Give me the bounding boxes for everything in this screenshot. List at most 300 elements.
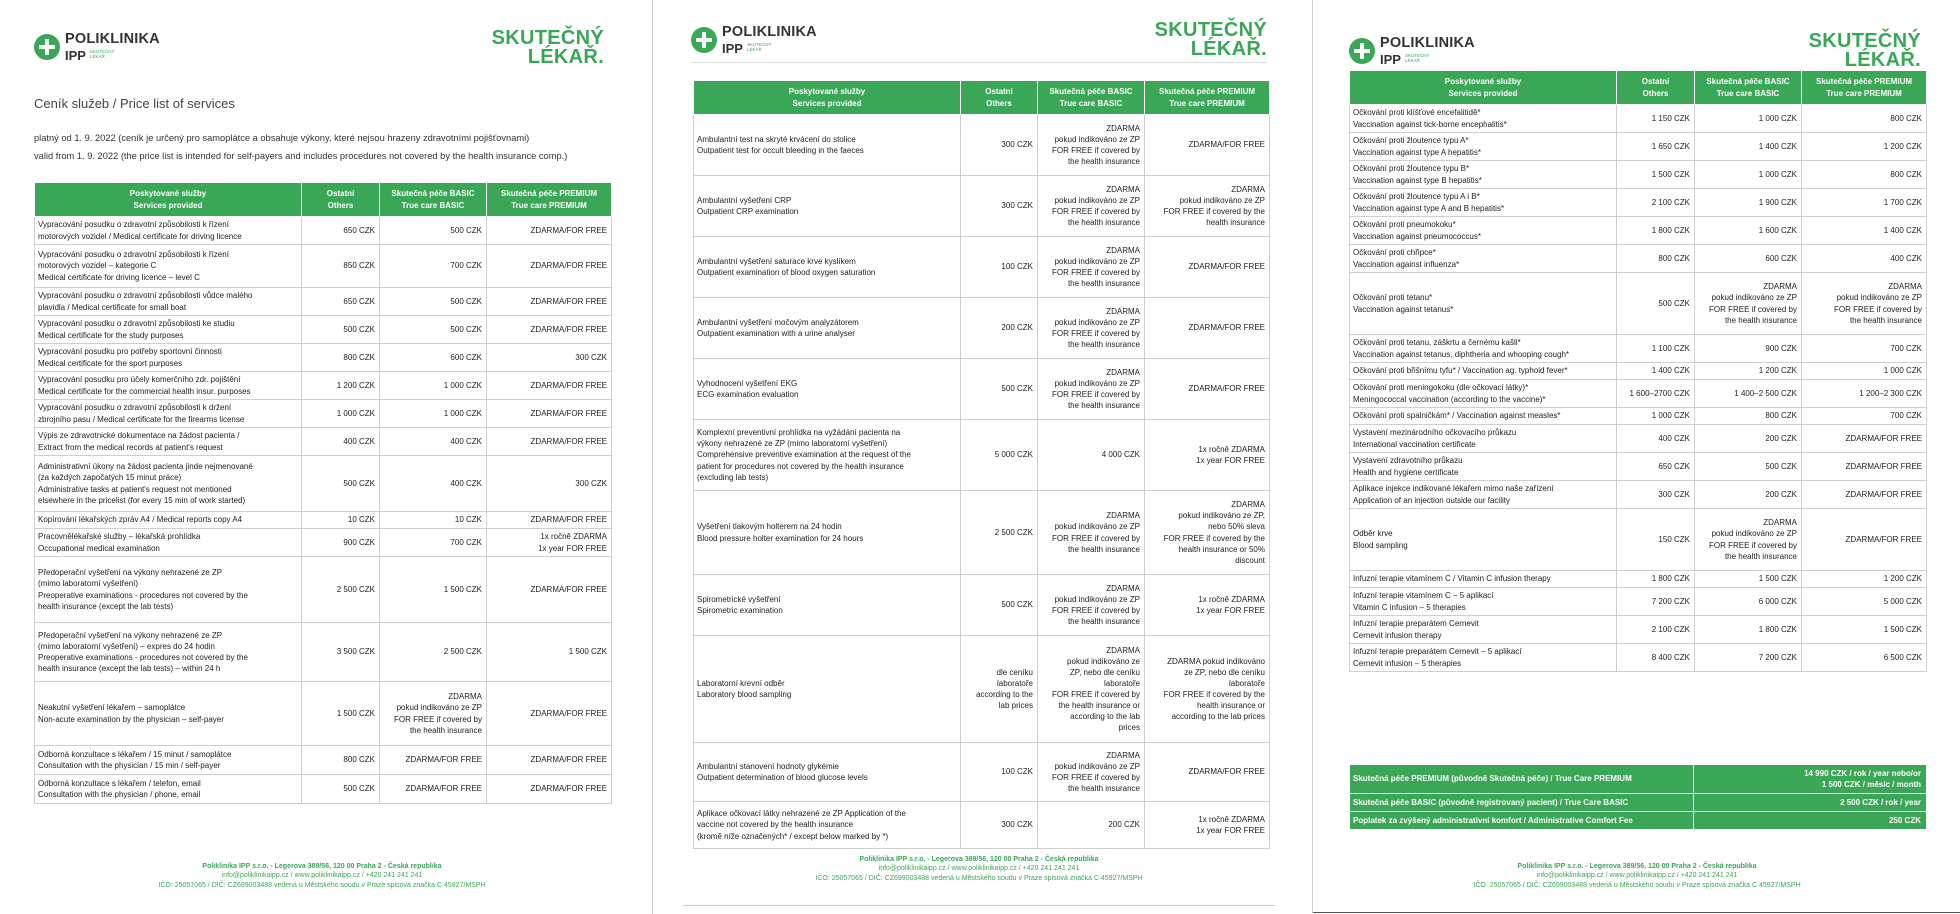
- price-premium-line: ze ZP, nebo dle ceníku: [1184, 667, 1265, 677]
- table-row: [35, 217, 612, 245]
- price-premium-line: 6 500 CZK: [1883, 652, 1922, 662]
- price-list-page-1: [0, 0, 644, 914]
- price-premium-cell: [1802, 644, 1927, 672]
- price-others-line: 650 CZK: [343, 225, 375, 235]
- price-others-line: 400 CZK: [343, 436, 375, 446]
- price-premium-line: discount: [1235, 555, 1265, 565]
- price-premium-line: ZDARMA/FOR FREE: [1845, 461, 1922, 471]
- service-line: Očkování proti břišnímu tyfu* / Vaccination ag. typhoid fever*: [1353, 366, 1568, 376]
- service-cell: [694, 802, 961, 849]
- service-cell: [694, 237, 961, 298]
- service-line: Předoperační vyšetření na výkony nehrazené ze ZP: [38, 630, 223, 640]
- price-premium-cell: [1802, 161, 1927, 189]
- service-line: Laboratorní krevní odběr: [697, 678, 785, 688]
- price-premium-line: 700 CZK: [1890, 411, 1922, 421]
- price-basic-cell: [380, 682, 487, 746]
- price-premium-cell: [1802, 335, 1927, 363]
- service-line: Aplikace očkovací látky nehrazené ze ZP Application of the: [697, 809, 906, 819]
- price-basic-line: 500 CZK: [1765, 461, 1797, 471]
- service-cell: [1350, 481, 1617, 509]
- price-basic-line: FOR FREE if covered by: [1051, 690, 1140, 699]
- service-cell: [1350, 335, 1617, 363]
- price-premium-line: ZDARMA: [1231, 184, 1265, 194]
- logo-tagline: SKUTEČNÝ LÉKAŘ: [89, 49, 115, 59]
- price-premium-cell: [1802, 105, 1927, 133]
- price-premium-line: 700 CZK: [1890, 343, 1922, 353]
- footer-registration: IČO: 25057065 / DIČ: CZ699003488 vedená u Městského soudu v Praze spisová značka C 45927/MSPH: [158, 881, 486, 889]
- price-others-cell: [302, 400, 380, 428]
- price-premium-cell: [1802, 245, 1927, 273]
- logo-sub: IPP: [1380, 51, 1401, 67]
- membership-price-line: 2 500 CZK / rok / year: [1840, 797, 1921, 807]
- service-line: Laboratory blood sampling: [697, 690, 792, 699]
- brand-line2: LÉKAŘ.: [1190, 38, 1267, 60]
- price-others-cell: [961, 636, 1038, 743]
- price-premium-cell: [1802, 588, 1927, 616]
- price-basic-line: the health insurance: [1067, 544, 1140, 554]
- price-others-cell: [302, 372, 380, 400]
- price-basic-cell: [1695, 245, 1802, 273]
- price-others-cell: [302, 456, 380, 512]
- price-others-line: laboratoře: [996, 678, 1033, 688]
- price-premium-line: pokud indikováno ze ZP,: [1178, 511, 1265, 521]
- price-premium-line: ZDARMA/FOR FREE: [530, 515, 607, 525]
- service-cell: [35, 623, 302, 682]
- price-basic-line: FOR FREE if covered by: [1051, 773, 1140, 782]
- price-others-cell: [961, 420, 1038, 491]
- price-basic-cell: [380, 372, 487, 400]
- service-cell: [1350, 588, 1617, 616]
- col-basic: Skutečná péče BASIC True care BASIC: [1038, 81, 1145, 115]
- price-basic-cell: [380, 456, 487, 512]
- table-row: [1350, 481, 1927, 509]
- price-others-line: 500 CZK: [343, 324, 375, 334]
- price-basic-line: 600 CZK: [1765, 253, 1797, 263]
- service-cell: [694, 359, 961, 420]
- membership-price: [1694, 765, 1927, 794]
- price-basic-line: laboratoře: [1103, 678, 1140, 688]
- price-basic-cell: [1695, 335, 1802, 363]
- table-row: [1350, 588, 1927, 616]
- price-others-cell: [1617, 616, 1695, 644]
- service-line: Consultation with the physician / 15 min / self-payer: [38, 761, 221, 770]
- service-line: Preoperative examinations - procedures not covered by the: [38, 653, 248, 662]
- price-basic-line: 10 CZK: [454, 515, 482, 525]
- price-basic-line: ZDARMA: [1106, 511, 1140, 521]
- price-premium-cell: [1802, 571, 1927, 588]
- table-row: [1350, 363, 1927, 380]
- service-line: Extract from the medical records at patient's request: [38, 442, 223, 452]
- price-others-line: 100 CZK: [1001, 262, 1033, 272]
- price-others-line: 850 CZK: [343, 261, 375, 271]
- table-row: [1350, 616, 1927, 644]
- service-cell: [35, 245, 302, 288]
- price-basic-line: pokud indikováno ze ZP: [1054, 256, 1140, 266]
- price-basic-line: 1 000 CZK: [1758, 169, 1797, 179]
- service-line: Medical certificate for the sport purposes: [38, 358, 183, 368]
- price-basic-line: the health insurance: [1067, 157, 1140, 167]
- price-basic-cell: [1038, 359, 1145, 420]
- logo-tagline: SKUTEČNÝ LÉKAŘ: [746, 42, 772, 52]
- price-premium-line: 1x year FOR FREE: [1196, 456, 1265, 465]
- price-basic-cell: [1695, 161, 1802, 189]
- price-basic-cell: [380, 775, 487, 804]
- price-others-cell: [961, 802, 1038, 849]
- price-premium-cell: [1145, 636, 1270, 743]
- service-line: Vypracování posudku pro potřeby sportovní činnosti: [38, 347, 222, 357]
- price-basic-line: 1 900 CZK: [1758, 197, 1797, 207]
- service-line: Occupational medical examination: [38, 543, 160, 553]
- price-premium-line: FOR FREE if covered by: [1833, 304, 1922, 314]
- price-basic-line: the health insurance: [1067, 279, 1140, 289]
- col-others: Ostatní Others: [961, 81, 1038, 115]
- page-footer: [0, 862, 644, 890]
- service-line: Cernevit infusion – 5 therapies: [1353, 658, 1462, 668]
- table-row: [35, 529, 612, 557]
- price-others-line: 1 150 CZK: [1651, 113, 1690, 123]
- price-others-line: 1 200 CZK: [336, 380, 375, 390]
- poliklinika-logo: [34, 32, 160, 62]
- service-line: Outpatient examination with a urine analyser: [697, 329, 855, 338]
- service-line: Vyšetření tlakovým holterem na 24 hodin: [697, 522, 842, 532]
- col-basic: Skutečná péče BASIC True care BASIC: [380, 183, 487, 217]
- price-premium-line: FOR FREE if covered by the: [1163, 690, 1265, 699]
- price-basic-line: FOR FREE if covered by: [1708, 304, 1797, 314]
- price-premium-cell: [487, 400, 612, 428]
- price-basic-line: ZDARMA: [1106, 750, 1140, 760]
- price-premium-line: health insurance: [1206, 218, 1265, 228]
- price-others-line: 650 CZK: [1658, 461, 1690, 471]
- brand-line2: LÉKAŘ.: [1844, 49, 1921, 71]
- price-basic-cell: [1695, 571, 1802, 588]
- price-premium-cell: [1802, 425, 1927, 453]
- price-premium-line: 800 CZK: [1890, 113, 1922, 123]
- table-row: [1350, 105, 1927, 133]
- price-basic-cell: [1695, 644, 1802, 672]
- service-line: Comprehensive preventive examination at the request of the: [697, 450, 911, 460]
- price-list-page-3: [1312, 0, 1960, 914]
- service-cell: [694, 636, 961, 743]
- price-premium-cell: [1802, 481, 1927, 509]
- price-premium-line: 300 CZK: [575, 478, 607, 488]
- price-others-line: 1 800 CZK: [1651, 225, 1690, 235]
- price-premium-line: ZDARMA/FOR FREE: [1188, 140, 1265, 150]
- price-basic-cell: [380, 428, 487, 456]
- price-basic-line: the health insurance: [409, 725, 482, 735]
- service-line: Aplikace injekce indikované lékařem mimo naše zařízení: [1353, 484, 1554, 494]
- service-line: Outpatient CRP examination: [697, 207, 799, 216]
- price-others-line: 300 CZK: [1001, 820, 1033, 830]
- price-premium-line: ZDARMA/FOR FREE: [530, 708, 607, 718]
- brand-line1: SKUTEČNÝ: [491, 27, 604, 49]
- service-line: Vitamin C infusion – 5 therapies: [1353, 602, 1466, 612]
- price-others-cell: [1617, 481, 1695, 509]
- price-premium-line: ZDARMA/FOR FREE: [530, 584, 607, 594]
- price-premium-line: 1x ročně ZDARMA: [1198, 594, 1265, 604]
- price-others-line: 200 CZK: [1001, 323, 1033, 333]
- service-cell: [1350, 425, 1617, 453]
- price-basic-line: pokud indikováno ze ZP: [1054, 378, 1140, 388]
- price-premium-cell: [487, 344, 612, 372]
- price-others-line: according to the: [976, 690, 1033, 699]
- membership-price-line: 250 CZK: [1888, 815, 1921, 825]
- service-line: Očkování proti žloutence typu A i B*: [1353, 192, 1480, 202]
- table-row: [694, 115, 1270, 176]
- service-line: Vaccination against influenza*: [1353, 259, 1460, 269]
- logo-name: POLIKLINIKA: [1380, 35, 1475, 51]
- price-basic-line: pokud indikováno ze ZP: [1054, 761, 1140, 771]
- price-premium-line: 1x year FOR FREE: [1196, 826, 1265, 835]
- price-basic-line: 1 000 CZK: [443, 408, 482, 418]
- service-line: Infuzní terapie vitamínem C – 5 aplikací: [1353, 591, 1494, 601]
- service-cell: [1350, 105, 1617, 133]
- price-basic-line: the health insurance: [1067, 401, 1140, 411]
- service-cell: [1350, 273, 1617, 335]
- price-basic-cell: [1695, 363, 1802, 380]
- price-basic-line: FOR FREE if covered by: [1051, 533, 1140, 543]
- price-others-cell: [302, 428, 380, 456]
- membership-row: [1350, 765, 1927, 794]
- service-cell: [35, 344, 302, 372]
- price-basic-cell: [1695, 588, 1802, 616]
- price-others-cell: [302, 557, 380, 623]
- col-basic: Skutečná péče BASIC True care BASIC: [1695, 71, 1802, 105]
- price-others-line: 500 CZK: [1001, 384, 1033, 394]
- price-others-line: 1 100 CZK: [1651, 343, 1690, 353]
- service-line: Spirometric examination: [697, 606, 783, 615]
- service-line: Komplexní preventivní prohlídka na vyžádání pacienta na: [697, 428, 901, 438]
- service-line: Očkování proti tetanu*: [1353, 293, 1433, 303]
- price-others-line: 100 CZK: [1001, 767, 1033, 777]
- price-basic-line: pokud indikováno ze ZP: [1054, 195, 1140, 205]
- price-basic-line: 1 500 CZK: [1758, 574, 1797, 584]
- price-premium-line: FOR FREE if covered by the: [1163, 533, 1265, 543]
- service-line: elsewhere in the pricelist (for every 15 min of work started): [38, 495, 246, 505]
- price-basic-line: pokud indikováno ze ZP: [396, 703, 482, 713]
- price-basic-line: 700 CZK: [450, 537, 482, 547]
- service-line: Medical certificate for driving licence – level C: [38, 272, 200, 282]
- service-line: Non-acute examination by the physician – self-payer: [38, 714, 224, 724]
- price-premium-cell: [1802, 273, 1927, 335]
- price-others-line: 800 CZK: [343, 755, 375, 765]
- price-premium-line: 5 000 CZK: [1883, 596, 1922, 606]
- price-basic-line: the health insurance: [1067, 784, 1140, 794]
- logo-tagline: SKUTEČNÝ LÉKAŘ: [1404, 53, 1430, 63]
- price-others-line: 1 650 CZK: [1651, 141, 1690, 151]
- table-row: [1350, 509, 1927, 571]
- price-basic-cell: [380, 316, 487, 344]
- price-premium-cell: [487, 512, 612, 529]
- price-premium-line: ZDARMA/FOR FREE: [1188, 262, 1265, 272]
- price-premium-cell: [487, 245, 612, 288]
- price-basic-cell: [1695, 509, 1802, 571]
- table-row: [694, 298, 1270, 359]
- price-basic-line: 1 500 CZK: [443, 584, 482, 594]
- table-row: [35, 288, 612, 316]
- table-row: [1350, 335, 1927, 363]
- price-others-cell: [1617, 245, 1695, 273]
- price-basic-cell: [380, 288, 487, 316]
- logo-name: POLIKLINIKA: [65, 31, 160, 47]
- price-others-cell: [302, 217, 380, 245]
- page-edge: [1313, 912, 1960, 913]
- service-line: Vypracování posudku o zdravotní způsobilosti k držení: [38, 403, 232, 413]
- price-others-cell: [961, 176, 1038, 237]
- price-premium-cell: [1802, 509, 1927, 571]
- price-others-cell: [1617, 189, 1695, 217]
- price-basic-cell: [1038, 743, 1145, 802]
- price-basic-line: the health insurance: [1067, 340, 1140, 350]
- price-basic-line: FOR FREE if covered by: [1051, 390, 1140, 399]
- price-basic-line: 1 400 CZK: [1758, 141, 1797, 151]
- footer-registration: IČO: 25057065 / DIČ: CZ699003488 vedená u Městského soudu v Praze spisová značka C 45927/MSPH: [815, 874, 1143, 882]
- price-others-line: 800 CZK: [1658, 253, 1690, 263]
- service-cell: [694, 743, 961, 802]
- footer-address: Poliklinika IPP s.r.o. - Legerova 389/56, 120 00 Praha 2 - Česká republika: [1517, 863, 1757, 870]
- price-basic-line: FOR FREE if covered by: [1051, 268, 1140, 277]
- price-others-line: 1 500 CZK: [1651, 169, 1690, 179]
- price-basic-cell: [380, 217, 487, 245]
- service-line: Očkování proti tetanu, záškrtu a černému kašli*: [1353, 338, 1521, 348]
- service-line: Kopírování lékařských zpráv A4 / Medical reports copy A4: [38, 515, 243, 525]
- price-basic-cell: [380, 344, 487, 372]
- price-premium-line: 1 500 CZK: [568, 647, 607, 657]
- price-others-cell: [1617, 588, 1695, 616]
- price-others-cell: [302, 529, 380, 557]
- price-basic-line: 200 CZK: [1765, 489, 1797, 499]
- price-others-cell: [1617, 363, 1695, 380]
- price-basic-line: ZDARMA/FOR FREE: [405, 784, 482, 794]
- col-services: Poskytované služby Services provided: [694, 81, 961, 115]
- price-basic-line: ZDARMA: [1106, 184, 1140, 194]
- service-line: Administrative tasks at patient's request not mentioned: [38, 484, 232, 494]
- price-premium-cell: [487, 557, 612, 623]
- price-basic-line: pokud indikováno ze ZP: [1711, 529, 1797, 539]
- service-line: Odborná konzultace s lékařem / 15 minut / samoplátce: [38, 749, 232, 759]
- table-row: [1350, 644, 1927, 672]
- medical-cross-icon: [34, 34, 60, 60]
- membership-label: Skutečná péče PREMIUM (původně Skutečná péče) / True Care PREMIUM: [1350, 765, 1694, 794]
- price-basic-cell: [1038, 575, 1145, 636]
- price-basic-cell: [1695, 616, 1802, 644]
- table-row: [694, 743, 1270, 802]
- price-premium-line: FOR FREE if covered by the: [1163, 207, 1265, 216]
- membership-price-line: 1 500 CZK / měsíc / month: [1821, 780, 1921, 789]
- price-premium-line: nebo 50% sleva: [1208, 522, 1265, 532]
- price-others-line: 1 600–2700 CZK: [1629, 388, 1690, 398]
- service-line: Vypracování posudku o zdravotní způsobilosti k řízení: [38, 220, 229, 230]
- price-basic-line: FOR FREE if covered by: [393, 714, 482, 724]
- service-line: Vypracování posudku o zdravotní způsobilosti ke studiu: [38, 319, 235, 329]
- price-basic-line: ZDARMA: [1106, 245, 1140, 255]
- price-basic-line: ZDARMA: [1106, 645, 1140, 655]
- service-cell: [694, 298, 961, 359]
- price-premium-cell: [487, 529, 612, 557]
- price-basic-cell: [1695, 189, 1802, 217]
- service-line: Outpatient determination of blood glucose levels: [697, 773, 868, 782]
- price-premium-line: 400 CZK: [1890, 253, 1922, 263]
- price-premium-line: 1 000 CZK: [1883, 366, 1922, 376]
- service-cell: [1350, 644, 1617, 672]
- price-others-cell: [1617, 335, 1695, 363]
- price-premium-line: ZDARMA: [1888, 282, 1922, 292]
- service-line: Administrativní úkony na žádost pacienta jinde nejmenované: [38, 462, 253, 472]
- price-others-line: 2 100 CZK: [1651, 624, 1690, 634]
- table-row: [694, 491, 1270, 575]
- price-premium-cell: [487, 775, 612, 804]
- price-others-line: 300 CZK: [1658, 489, 1690, 499]
- service-cell: [35, 746, 302, 775]
- service-line: Vyhodnocení vyšetření EKG: [697, 378, 798, 388]
- brand-line1: SKUTEČNÝ: [1154, 19, 1267, 41]
- service-cell: [35, 217, 302, 245]
- service-line: Očkování proti chřipce*: [1353, 248, 1436, 258]
- price-others-cell: [961, 743, 1038, 802]
- service-cell: [1350, 245, 1617, 273]
- service-cell: [694, 176, 961, 237]
- service-line: Outpatient examination of blood oxygen saturation: [697, 268, 876, 277]
- brand-line2: LÉKAŘ.: [527, 46, 604, 68]
- col-premium: Skutečná péče PREMIUM True care PREMIUM: [487, 183, 612, 217]
- service-line: Vaccination against tetanus, diphtheria and whooping cough*: [1353, 349, 1570, 359]
- price-premium-line: according to the lab prices: [1171, 712, 1265, 722]
- price-basic-line: FOR FREE if covered by: [1051, 329, 1140, 338]
- price-others-line: 3 500 CZK: [336, 647, 375, 657]
- service-line: Vystavení zdravotního průkazu: [1353, 456, 1463, 466]
- price-basic-line: 400 CZK: [450, 436, 482, 446]
- service-line: (kromě níže označených* / except below marked by *): [697, 831, 889, 841]
- price-others-line: 1 000 CZK: [336, 408, 375, 418]
- price-others-cell: [961, 359, 1038, 420]
- service-line: Vypracování posudku o zdravotní způsobilosti k řízení: [38, 250, 229, 260]
- price-basic-line: FOR FREE if covered by: [1708, 540, 1797, 550]
- service-cell: [35, 456, 302, 512]
- service-line: Vypracování posudku pro účely komerčního zdr. pojištění: [38, 375, 241, 385]
- brand-wordmark: [492, 29, 604, 67]
- service-line: Ambulantní vyšetření CRP: [697, 195, 792, 205]
- price-premium-cell: [487, 217, 612, 245]
- table-row: [1350, 408, 1927, 425]
- footer-contact: info@poliklinikaipp.cz / www.poliklinikaipp.cz / +420 241 241 241: [1536, 872, 1738, 880]
- price-others-cell: [1617, 509, 1695, 571]
- table-row: [1350, 571, 1927, 588]
- price-basic-cell: [380, 245, 487, 288]
- service-cell: [35, 428, 302, 456]
- table-row: [35, 512, 612, 529]
- price-others-cell: [302, 288, 380, 316]
- table-row: [1350, 189, 1927, 217]
- price-premium-cell: [1145, 176, 1270, 237]
- price-others-cell: [302, 682, 380, 746]
- price-premium-line: pokud indikováno ze ZP: [1179, 195, 1265, 205]
- service-line: Medical certificate for the study purposes: [38, 330, 184, 340]
- table-row: [1350, 273, 1927, 335]
- price-others-line: 800 CZK: [343, 352, 375, 362]
- price-basic-line: 500 CZK: [450, 225, 482, 235]
- price-basic-line: 200 CZK: [1765, 433, 1797, 443]
- price-basic-line: ZDARMA: [1106, 367, 1140, 377]
- price-premium-line: 1 200–2 300 CZK: [1859, 388, 1922, 398]
- price-basic-line: ZDARMA: [1763, 282, 1797, 292]
- service-line: Odborná konzultace s lékařem / telefon, email: [38, 778, 201, 788]
- price-basic-cell: [380, 746, 487, 775]
- service-line: (mimo laboratorní vyšetření) – expres do 24 hodin: [38, 641, 215, 651]
- price-others-cell: [961, 575, 1038, 636]
- price-basic-cell: [1038, 115, 1145, 176]
- col-services: Poskytované služby Services provided: [1350, 71, 1617, 105]
- price-premium-cell: [1145, 491, 1270, 575]
- price-others-line: 500 CZK: [1658, 298, 1690, 308]
